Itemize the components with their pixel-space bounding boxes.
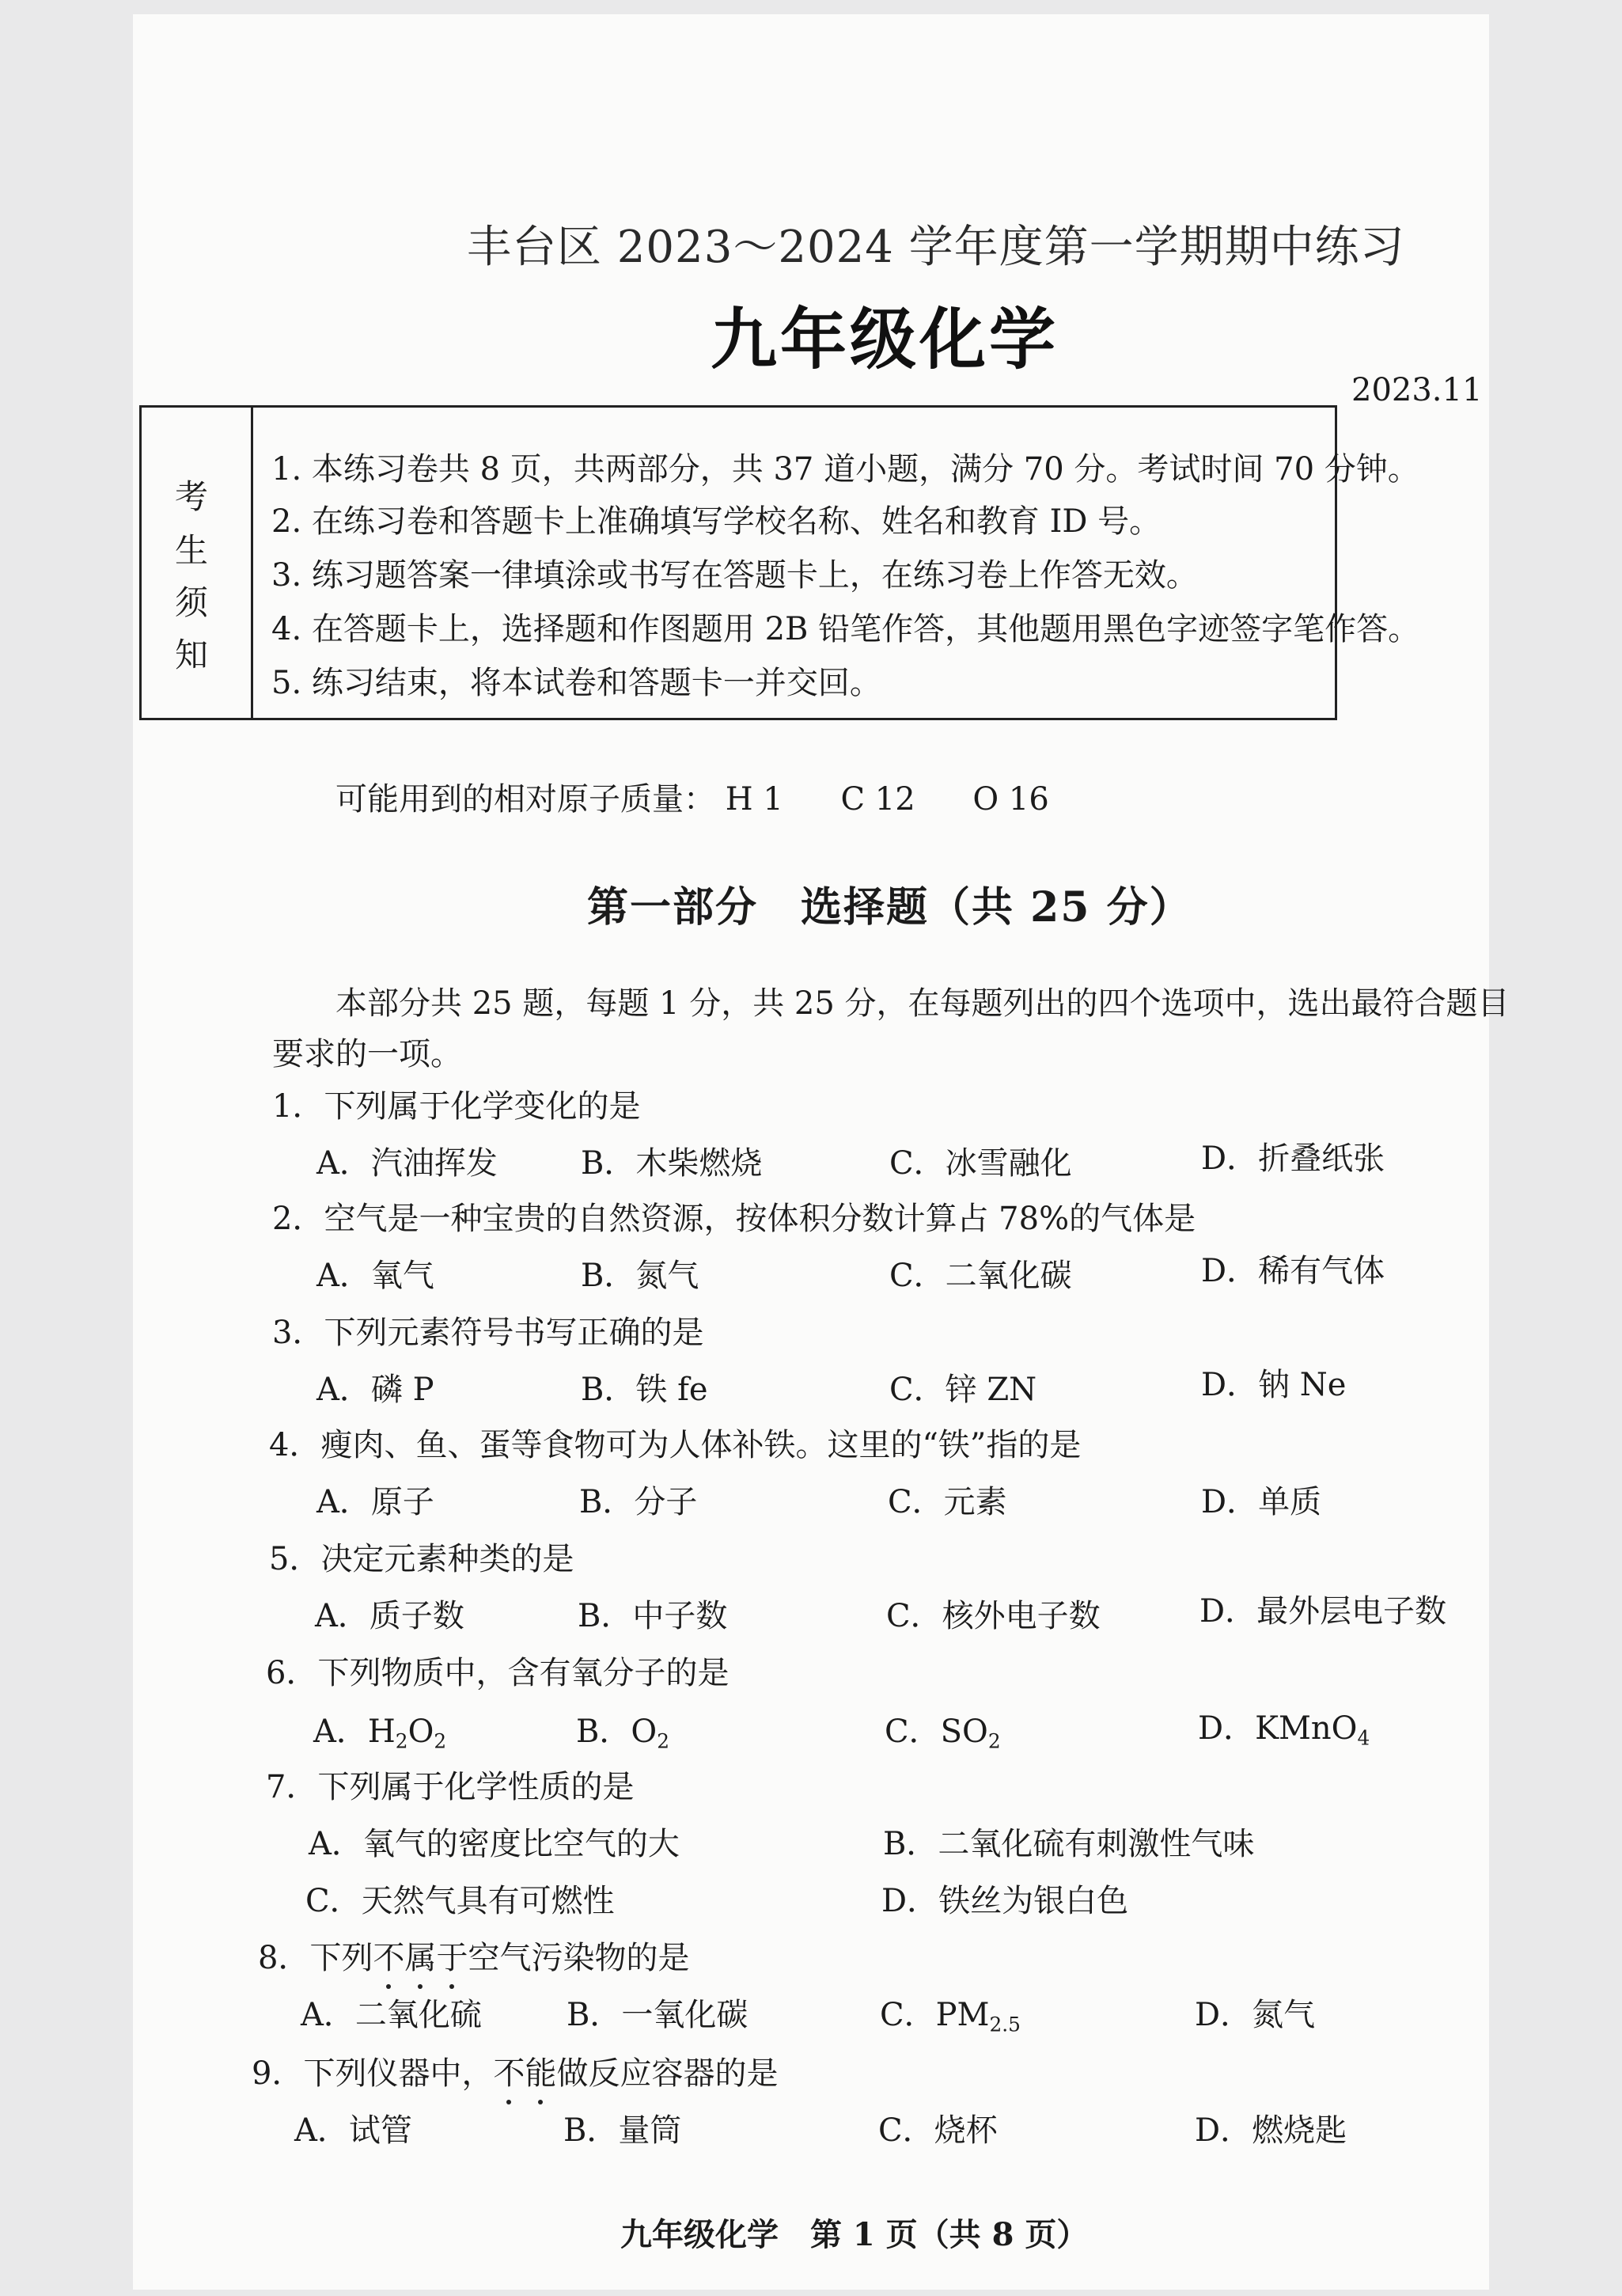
notice-item: 1. 本练习卷共 8 页，共两部分，共 37 道小题，满分 70 分。考试时间 70 分钟。 (271, 451, 1419, 488)
option-c: C．冰雪融化 (889, 1145, 1072, 1182)
option-d: D．钠 Ne (1201, 1367, 1347, 1403)
atomic-masses (335, 774, 1049, 819)
section-instructions-cont: 要求的一项。 (272, 1036, 462, 1072)
option-b: B．$O_2$ (576, 1713, 669, 1753)
option-a: A．质子数 (315, 1598, 464, 1634)
option-a: A．氧气 (316, 1258, 434, 1294)
option-d: D．稀有气体 (1201, 1253, 1385, 1289)
option-d: D．铁丝为银白色 (881, 1883, 1129, 1919)
question-number: 8． (258, 1940, 310, 1976)
question-stem (266, 1648, 729, 1693)
question-text: 空气是一种宝贵的自然资源，按体积分数计算占 78%的气体是 (324, 1201, 1196, 1237)
option-a: A．原子 (316, 1484, 434, 1520)
question-text: 下列物质中，含有氧分子的是 (317, 1655, 730, 1691)
notice-label (142, 408, 253, 718)
option-b: B．中子数 (578, 1598, 728, 1634)
notice-item: 3. 练习题答案一律填涂或书写在答题卡上，在练习卷上作答无效。 (271, 557, 1198, 594)
option-a: A．氧气的密度比空气的大 (309, 1826, 680, 1862)
exam-title: 丰台区 2023～2024 学年度第一学期期中练习 (467, 222, 1405, 273)
section-title: 第一部分 选择题（共 25 分） (587, 883, 1192, 932)
emphasis-char: 能 (525, 2055, 557, 2092)
option-a: A．二氧化硫 (301, 1997, 482, 2033)
question-stem (269, 1534, 574, 1579)
option-b: B．分子 (579, 1484, 698, 1520)
atomic-mass-h: H 1 (725, 781, 783, 818)
notice-item: 4. 在答题卡上，选择题和作图题用 2B 铅笔作答，其他题用黑色字迹签字笔作答。 (271, 611, 1420, 647)
question-number: 4． (269, 1427, 321, 1463)
page-footer: 九年级化学 第 1 页（共 8 页） (620, 2216, 1089, 2253)
option-a: A．汽油挥发 (316, 1145, 498, 1182)
notice-item: 2. 在练习卷和答题卡上准确填写学校名称、姓名和教育 ID 号。 (271, 503, 1162, 540)
option-d: D．单质 (1201, 1484, 1322, 1520)
option-d: D．折叠纸张 (1201, 1140, 1385, 1177)
option-d: D．最外层电子数 (1199, 1593, 1447, 1630)
notice-label-char: 知 (175, 636, 209, 674)
option-d: D．燃烧匙 (1195, 2112, 1347, 2149)
question-stem: 9．下列仪器中，不能做反应容器的是 (252, 2055, 779, 2092)
question-stem (272, 1307, 703, 1353)
atomic-mass-c: C 12 (840, 781, 915, 818)
option-b: B．一氧化碳 (567, 1997, 748, 2033)
option-b: B．二氧化硫有刺激性气味 (883, 1826, 1255, 1862)
notice-label-char: 须 (175, 583, 209, 622)
question-text: 下列元素符号书写正确的是 (324, 1315, 704, 1351)
question-stem: 8．下列不属于空气污染物的是 (258, 1940, 690, 1976)
question-number: 3． (272, 1315, 324, 1351)
option-c: C．元素 (888, 1484, 1007, 1520)
option-c: C．$PM_{2.5}$ (880, 1997, 1021, 2036)
question-stem (266, 1762, 634, 1807)
notice-label-char: 生 (175, 531, 209, 570)
exam-date: 2023.11 (1351, 372, 1483, 408)
question-number: 6． (266, 1655, 318, 1691)
notice-box (139, 405, 1420, 720)
question-number: 2． (272, 1201, 324, 1237)
option-a: A．试管 (294, 2112, 412, 2149)
emphasis-char: 于 (436, 1940, 468, 1976)
emphasis-char: 不 (493, 2055, 525, 2092)
option-c: C．二氧化碳 (889, 1258, 1072, 1294)
option-d: D．KMnO$_4$ (1198, 1710, 1370, 1750)
option-a: A．$H_2O_2$ (313, 1713, 447, 1753)
option-c: C．天然气具有可燃性 (305, 1883, 615, 1919)
question-number: 9． (252, 2055, 304, 2092)
emphasis-char: 不 (373, 1940, 405, 1976)
option-c: C．锌 ZN (889, 1372, 1037, 1408)
option-b: B．量筒 (563, 2112, 682, 2149)
subject-title: 九年级化学 (711, 300, 1059, 378)
option-b: B．木柴燃烧 (581, 1145, 763, 1182)
section-instructions: 本部分共 25 题，每题 1 分，共 25 分，在每题列出的四个选项中，选出最符合题目 (335, 985, 1510, 1022)
atomic-masses-label: 可能用到的相对原子质量： (335, 781, 715, 818)
emphasis-char: 属 (404, 1940, 437, 1976)
question-text: 下列属于化学性质的是 (317, 1769, 635, 1805)
question-number: 1． (272, 1088, 324, 1125)
option-c: C．烧杯 (878, 2112, 998, 2149)
question-stem (272, 1081, 640, 1126)
question-stem (272, 1194, 1196, 1239)
option-b: B．铁 fe (581, 1372, 708, 1408)
question-number: 7． (266, 1769, 318, 1805)
question-number: 5． (269, 1541, 321, 1577)
option-c: C．$SO_2$ (885, 1713, 1001, 1753)
option-b: B．氮气 (581, 1258, 699, 1294)
atomic-mass-o: O 16 (972, 781, 1049, 818)
question-text: 瘦肉、鱼、蛋等食物可为人体补铁。这里的“铁”指的是 (320, 1427, 1082, 1463)
option-c: C．核外电子数 (886, 1598, 1101, 1634)
question-text: 决定元素种类的是 (320, 1541, 574, 1577)
question-stem (269, 1420, 1081, 1465)
notice-item: 5. 练习结束，将本试卷和答题卡一并交回。 (271, 665, 881, 701)
notice-label-char: 考 (175, 477, 209, 516)
option-a: A．磷 P (316, 1372, 434, 1408)
question-text: 下列属于化学变化的是 (324, 1088, 641, 1125)
option-d: D．氮气 (1195, 1997, 1316, 2033)
